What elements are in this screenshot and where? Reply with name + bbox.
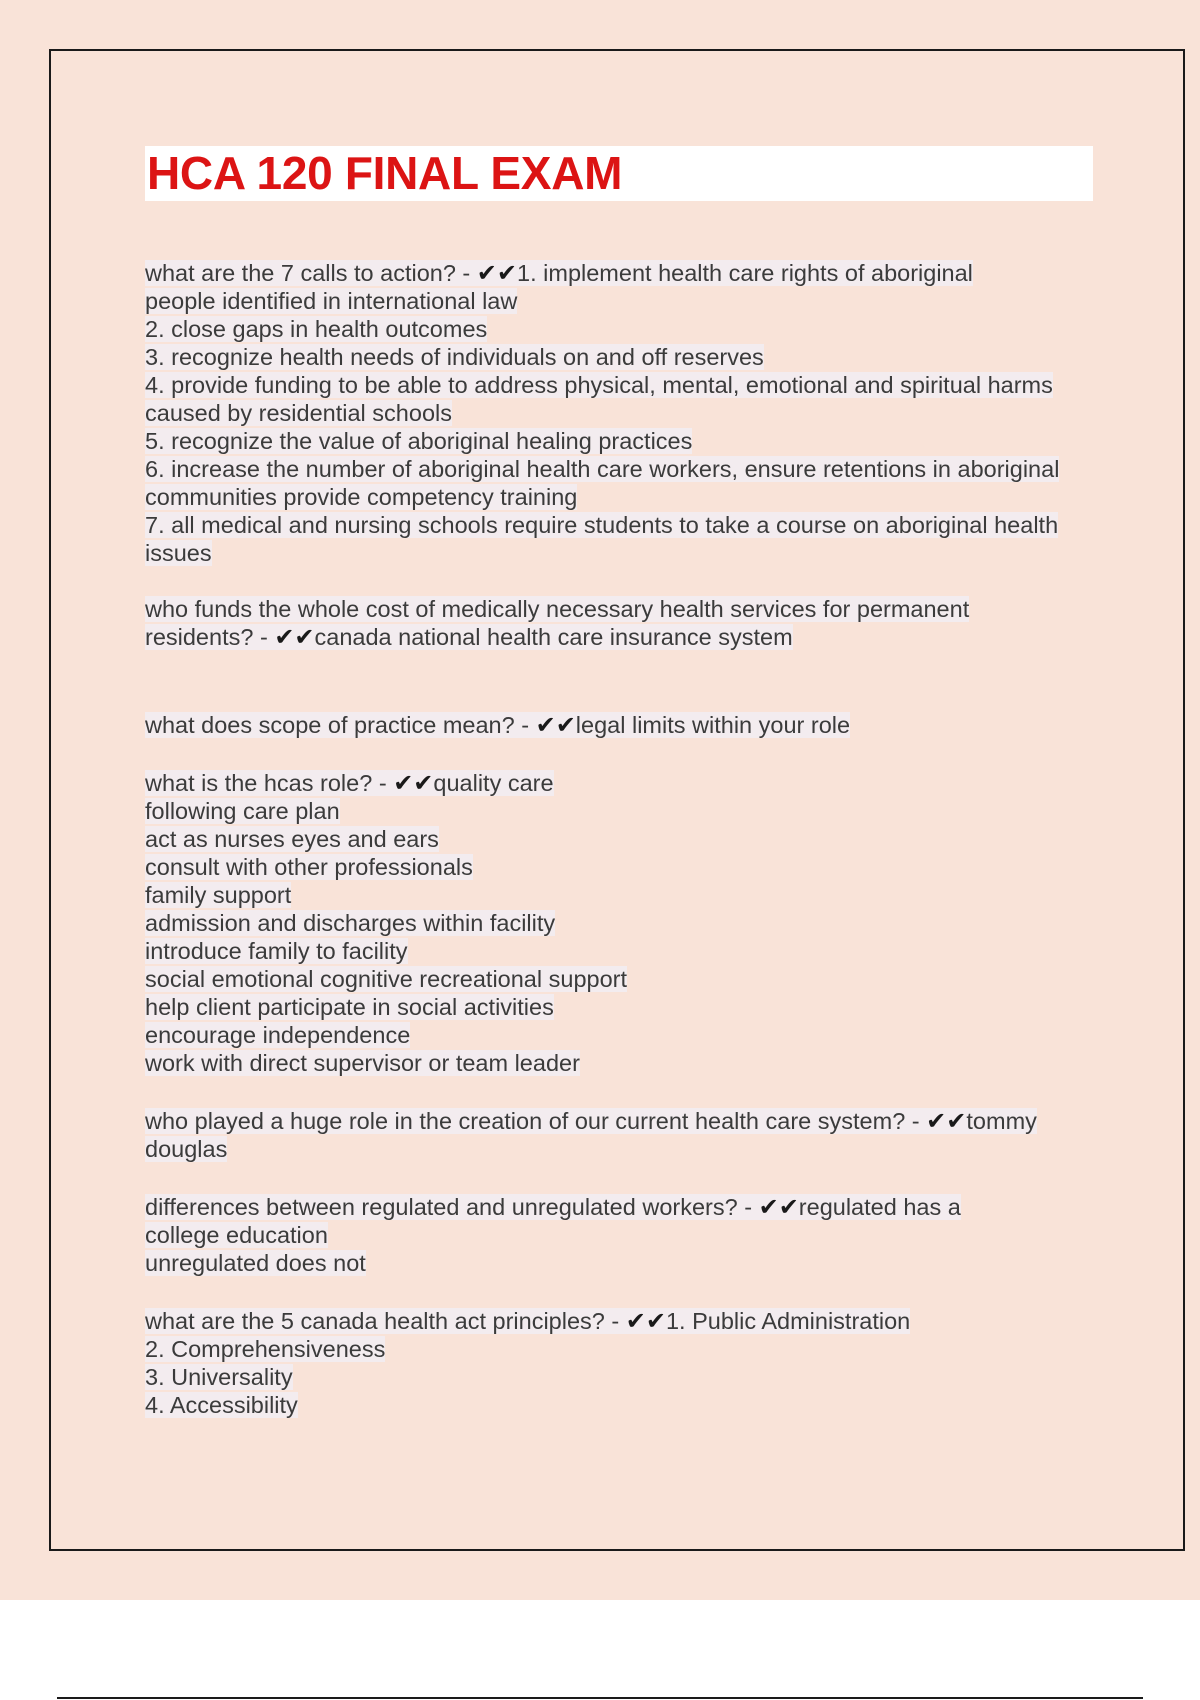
check-icon: ✔✔	[274, 623, 315, 651]
check-icon: ✔✔	[535, 711, 576, 739]
footer-rule	[57, 1697, 1143, 1699]
qa-block-scope-of-practice	[145, 711, 1093, 739]
document-content	[145, 146, 1093, 1419]
qa-line: 2. close gaps in health outcomes	[145, 316, 488, 342]
qa-block-hca-role	[145, 769, 1093, 1077]
page-title: HCA 120 FINAL EXAM	[147, 147, 623, 199]
qa-line: introduce family to facility	[145, 938, 408, 964]
qa-line: issues	[145, 540, 212, 566]
qa-line: what is the hcas role? - ✔✔quality care	[145, 769, 554, 797]
qa-line: help client participate in social activities	[145, 994, 554, 1020]
qa-block-funding	[145, 595, 1093, 651]
qa-line: admission and discharges within facility	[145, 910, 556, 936]
qa-line: douglas	[145, 1136, 228, 1162]
check-icon: ✔✔	[625, 1307, 666, 1335]
qa-line: family support	[145, 882, 292, 908]
qa-line: residents? - ✔✔canada national health care insurance system	[145, 623, 793, 651]
qa-line: what does scope of practice mean? - ✔✔legal limits within your role	[145, 711, 851, 739]
check-icon: ✔✔	[758, 1193, 799, 1221]
qa-line: 6. increase the number of aboriginal health care workers, ensure retentions in aboriginal	[145, 456, 1060, 482]
qa-line: encourage independence	[145, 1022, 411, 1048]
qa-line: people identified in international law	[145, 288, 518, 314]
title-bar	[145, 146, 1093, 201]
qa-line: 3. Universality	[145, 1364, 293, 1390]
qa-line: social emotional cognitive recreational support	[145, 966, 628, 992]
qa-line: unregulated does not	[145, 1250, 366, 1276]
check-icon: ✔✔	[393, 769, 434, 797]
qa-line: who played a huge role in the creation of our current health care system? - ✔✔tommy	[145, 1107, 1037, 1135]
qa-line: 5. recognize the value of aboriginal healing practices	[145, 428, 693, 454]
qa-line: 4. provide funding to be able to address physical, mental, emotional and spiritual harms	[145, 372, 1053, 398]
qa-line: caused by residential schools	[145, 400, 452, 426]
qa-line: differences between regulated and unregulated workers? - ✔✔regulated has a	[145, 1193, 961, 1221]
qa-line: consult with other professionals	[145, 854, 473, 880]
qa-line: 2. Comprehensiveness	[145, 1336, 386, 1362]
qa-line: communities provide competency training	[145, 484, 578, 510]
qa-line: following care plan	[145, 798, 340, 824]
qa-block-regulated-workers	[145, 1193, 1093, 1277]
check-icon: ✔✔	[476, 259, 518, 287]
qa-line: what are the 5 canada health act principles? - ✔✔1. Public Administration	[145, 1307, 911, 1335]
qa-line: 4. Accessibility	[145, 1392, 298, 1418]
qa-line: college education	[145, 1222, 328, 1248]
qa-line: what are the 7 calls to action? - ✔✔1. implement health care rights of aboriginal	[145, 259, 973, 287]
qa-block-calls-to-action	[145, 259, 1093, 567]
qa-block-health-act-principles	[145, 1307, 1093, 1419]
qa-line: 7. all medical and nursing schools require students to take a course on aboriginal health	[145, 512, 1059, 538]
check-icon: ✔✔	[926, 1107, 967, 1135]
qa-line: who funds the whole cost of medically necessary health services for permanent	[145, 596, 970, 622]
qa-line: act as nurses eyes and ears	[145, 826, 439, 852]
qa-line: work with direct supervisor or team leader	[145, 1050, 580, 1076]
qa-line: 3. recognize health needs of individuals on and off reserves	[145, 344, 764, 370]
qa-block-tommy-douglas	[145, 1107, 1093, 1163]
